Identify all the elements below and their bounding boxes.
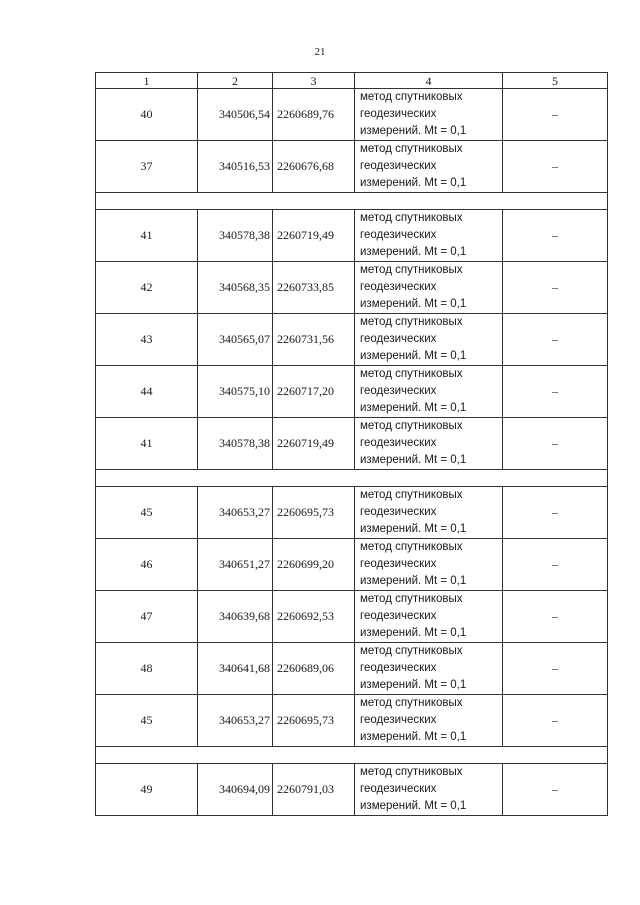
method-line: геодезических	[360, 108, 437, 120]
method-line: геодезических	[360, 385, 437, 397]
point-number-cell: 49	[96, 764, 198, 816]
method-line: метод спутниковых	[360, 316, 463, 328]
x-coordinate-cell: 340653,27	[198, 487, 273, 539]
x-coordinate-cell: 340506,54	[198, 89, 273, 141]
method-cell	[355, 487, 503, 539]
table-row	[96, 643, 608, 695]
method-line: геодезических	[360, 437, 437, 449]
method-cell	[355, 314, 503, 366]
header-col-4: 4	[355, 73, 503, 89]
header-col-5: 5	[503, 73, 608, 89]
method-line: метод спутниковых	[360, 766, 463, 778]
method-cell	[355, 764, 503, 816]
table-body	[96, 89, 608, 816]
method-line: измерений. Mt = 0,1	[360, 454, 467, 466]
y-coordinate-cell: 2260733,85	[273, 262, 355, 314]
method-line: геодезических	[360, 610, 437, 622]
method-cell	[355, 539, 503, 591]
y-coordinate-cell: 2260692,53	[273, 591, 355, 643]
point-number-cell: 41	[96, 210, 198, 262]
point-number-cell: 46	[96, 539, 198, 591]
coordinates-table	[95, 72, 608, 816]
y-coordinate-cell: 2260719,49	[273, 210, 355, 262]
note-cell: –	[503, 262, 608, 314]
note-cell: –	[503, 366, 608, 418]
point-number-cell: 47	[96, 591, 198, 643]
x-coordinate-cell: 340639,68	[198, 591, 273, 643]
x-coordinate-cell: 340641,68	[198, 643, 273, 695]
x-coordinate-cell: 340575,10	[198, 366, 273, 418]
table-row	[96, 314, 608, 366]
method-line: измерений. Mt = 0,1	[360, 298, 467, 310]
note-cell: –	[503, 643, 608, 695]
y-coordinate-cell: 2260717,20	[273, 366, 355, 418]
method-line: метод спутниковых	[360, 541, 463, 553]
table-row	[96, 487, 608, 539]
method-line: метод спутниковых	[360, 593, 463, 605]
method-line: измерений. Mt = 0,1	[360, 575, 467, 587]
y-coordinate-cell: 2260791,03	[273, 764, 355, 816]
header-col-1: 1	[96, 73, 198, 89]
point-number-cell: 44	[96, 366, 198, 418]
method-cell	[355, 89, 503, 141]
method-line: измерений. Mt = 0,1	[360, 523, 467, 535]
point-number-cell: 43	[96, 314, 198, 366]
y-coordinate-cell: 2260695,73	[273, 695, 355, 747]
method-line: метод спутниковых	[360, 489, 463, 501]
x-coordinate-cell: 340578,38	[198, 418, 273, 470]
point-number-cell: 41	[96, 418, 198, 470]
table-row	[96, 89, 608, 141]
x-coordinate-cell: 340694,09	[198, 764, 273, 816]
header-col-2: 2	[198, 73, 273, 89]
method-line: метод спутниковых	[360, 697, 463, 709]
table-row	[96, 210, 608, 262]
method-line: измерений. Mt = 0,1	[360, 350, 467, 362]
point-number-cell: 40	[96, 89, 198, 141]
table-row	[96, 141, 608, 193]
method-line: геодезических	[360, 160, 437, 172]
note-cell: –	[503, 695, 608, 747]
y-coordinate-cell: 2260699,20	[273, 539, 355, 591]
x-coordinate-cell: 340565,07	[198, 314, 273, 366]
method-line: геодезических	[360, 662, 437, 674]
x-coordinate-cell: 340516,53	[198, 141, 273, 193]
point-number-cell: 42	[96, 262, 198, 314]
method-line: измерений. Mt = 0,1	[360, 800, 467, 812]
header-col-3: 3	[273, 73, 355, 89]
method-cell	[355, 262, 503, 314]
group-separator-row	[96, 193, 608, 210]
x-coordinate-cell: 340651,27	[198, 539, 273, 591]
method-cell	[355, 141, 503, 193]
note-cell: –	[503, 539, 608, 591]
method-line: метод спутниковых	[360, 91, 463, 103]
table-row	[96, 695, 608, 747]
x-coordinate-cell: 340578,38	[198, 210, 273, 262]
point-number-cell: 37	[96, 141, 198, 193]
method-line: метод спутниковых	[360, 264, 463, 276]
x-coordinate-cell: 340568,35	[198, 262, 273, 314]
note-cell: –	[503, 487, 608, 539]
y-coordinate-cell: 2260689,06	[273, 643, 355, 695]
note-cell: –	[503, 89, 608, 141]
method-line: измерений. Mt = 0,1	[360, 679, 467, 691]
method-line: измерений. Mt = 0,1	[360, 177, 467, 189]
method-line: метод спутниковых	[360, 368, 463, 380]
y-coordinate-cell: 2260695,73	[273, 487, 355, 539]
group-separator-row	[96, 747, 608, 764]
note-cell: –	[503, 418, 608, 470]
method-line: геодезических	[360, 558, 437, 570]
y-coordinate-cell: 2260676,68	[273, 141, 355, 193]
method-line: метод спутниковых	[360, 143, 463, 155]
method-line: геодезических	[360, 333, 437, 345]
method-cell	[355, 366, 503, 418]
table-row	[96, 262, 608, 314]
page-number: 21	[314, 46, 326, 58]
method-line: измерений. Mt = 0,1	[360, 731, 467, 743]
method-line: геодезических	[360, 714, 437, 726]
table-row	[96, 418, 608, 470]
method-cell	[355, 695, 503, 747]
point-number-cell: 48	[96, 643, 198, 695]
y-coordinate-cell: 2260689,76	[273, 89, 355, 141]
note-cell: –	[503, 210, 608, 262]
method-line: геодезических	[360, 229, 437, 241]
method-line: геодезических	[360, 281, 437, 293]
group-separator-row	[96, 470, 608, 487]
point-number-cell: 45	[96, 487, 198, 539]
method-cell	[355, 418, 503, 470]
table-row	[96, 764, 608, 816]
table-row	[96, 366, 608, 418]
method-cell	[355, 591, 503, 643]
method-line: геодезических	[360, 506, 437, 518]
method-line: измерений. Mt = 0,1	[360, 125, 467, 137]
method-cell	[355, 210, 503, 262]
note-cell: –	[503, 314, 608, 366]
method-line: измерений. Mt = 0,1	[360, 627, 467, 639]
method-line: геодезических	[360, 783, 437, 795]
method-line: измерений. Mt = 0,1	[360, 246, 467, 258]
method-line: метод спутниковых	[360, 645, 463, 657]
table-row	[96, 539, 608, 591]
note-cell: –	[503, 141, 608, 193]
method-line: метод спутниковых	[360, 420, 463, 432]
table-row	[96, 591, 608, 643]
note-cell: –	[503, 591, 608, 643]
method-cell	[355, 643, 503, 695]
point-number-cell: 45	[96, 695, 198, 747]
method-line: измерений. Mt = 0,1	[360, 402, 467, 414]
method-line: метод спутниковых	[360, 212, 463, 224]
note-cell: –	[503, 764, 608, 816]
x-coordinate-cell: 340653,27	[198, 695, 273, 747]
y-coordinate-cell: 2260719,49	[273, 418, 355, 470]
y-coordinate-cell: 2260731,56	[273, 314, 355, 366]
header-row	[96, 73, 608, 89]
